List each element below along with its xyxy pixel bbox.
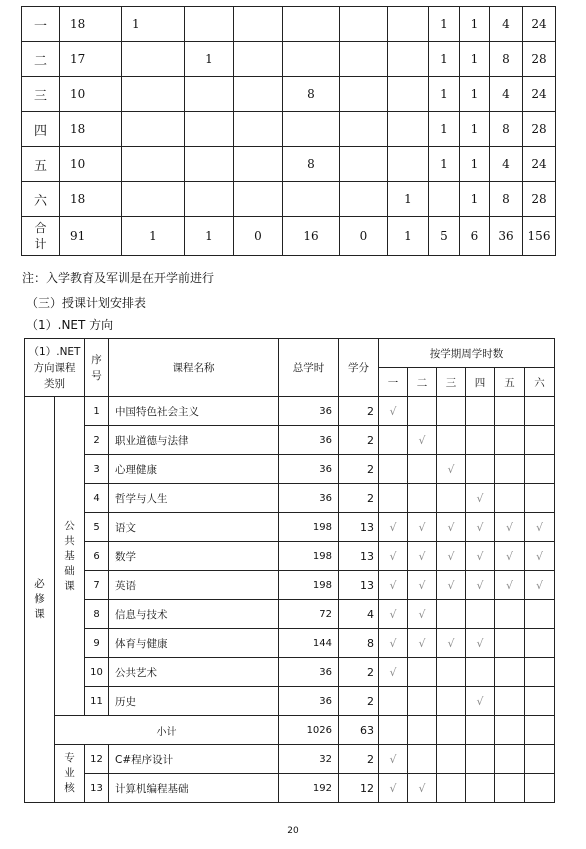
summary-cell: 1 [429, 42, 460, 77]
course-hours: 32 [279, 745, 339, 774]
summary-cell [234, 147, 283, 182]
term-check-cell [525, 600, 555, 629]
summary-cell: 1 [388, 182, 429, 217]
term-check-cell [379, 484, 408, 513]
course-credits: 2 [339, 687, 379, 716]
course-name: 职业道德与法律 [109, 426, 279, 455]
term-cell: 四 [22, 112, 60, 147]
summary-cell: 1 [429, 77, 460, 112]
course-name: 哲学与人生 [109, 484, 279, 513]
course-no: 13 [85, 774, 109, 803]
subsection-title: （1）.NET 方向 [26, 318, 114, 332]
term-check-cell [408, 658, 437, 687]
course-no: 9 [85, 629, 109, 658]
course-row [25, 629, 555, 658]
summary-cell [340, 112, 388, 147]
course-name: 心理健康 [109, 455, 279, 484]
summary-cell: 10 [60, 147, 122, 182]
summary-cell [185, 182, 234, 217]
course-no: 3 [85, 455, 109, 484]
course-credits: 2 [339, 484, 379, 513]
summary-row [22, 147, 556, 182]
summary-cell [122, 77, 185, 112]
summary-cell: 4 [490, 77, 523, 112]
term-header: 五 [495, 368, 525, 397]
term-check-cell: √ [495, 513, 525, 542]
summary-cell: 1 [185, 42, 234, 77]
course-no: 12 [85, 745, 109, 774]
term-check-cell: √ [466, 542, 495, 571]
summary-cell [185, 147, 234, 182]
term-check-cell [495, 687, 525, 716]
summary-cell [122, 147, 185, 182]
course-row [25, 513, 555, 542]
term-check-cell [525, 455, 555, 484]
summary-cell [283, 7, 340, 42]
term-check-cell [495, 745, 525, 774]
term-header: 一 [379, 368, 408, 397]
summary-cell [234, 77, 283, 112]
summary-cell: 24 [523, 147, 556, 182]
course-row [25, 455, 555, 484]
total-cell: 5 [429, 217, 460, 256]
term-cell: 六 [22, 182, 60, 217]
term-check-cell: √ [408, 774, 437, 803]
term-check-cell: √ [379, 571, 408, 600]
term-check-cell: √ [408, 542, 437, 571]
term-check-cell [495, 600, 525, 629]
term-check-cell [466, 600, 495, 629]
term-header: 三 [437, 368, 466, 397]
term-check-cell: √ [379, 658, 408, 687]
empty-cell [466, 716, 495, 745]
term-check-cell [495, 426, 525, 455]
term-check-cell [495, 455, 525, 484]
course-row [25, 687, 555, 716]
summary-cell: 28 [523, 182, 556, 217]
public-basic-label: 公 共 基 础 课 [55, 397, 85, 716]
total-label: 合 计 [22, 217, 60, 256]
total-hours-header: 总学时 [279, 339, 339, 397]
summary-cell: 1 [460, 147, 490, 182]
summary-cell: 8 [490, 112, 523, 147]
subtotal-hours: 1026 [279, 716, 339, 745]
subtotal-label: 小计 [55, 716, 279, 745]
course-no: 10 [85, 658, 109, 687]
term-check-cell: √ [466, 513, 495, 542]
summary-cell [185, 112, 234, 147]
course-hours: 36 [279, 658, 339, 687]
summary-cell: 1 [460, 42, 490, 77]
summary-row [22, 112, 556, 147]
summary-cell [185, 77, 234, 112]
course-name: 计算机编程基础 [109, 774, 279, 803]
course-name: 中国特色社会主义 [109, 397, 279, 426]
course-hours: 72 [279, 600, 339, 629]
summary-cell [340, 42, 388, 77]
course-name: 历史 [109, 687, 279, 716]
course-name: 公共艺术 [109, 658, 279, 687]
section-title: （三）授课计划安排表 [26, 296, 147, 310]
term-check-cell [408, 745, 437, 774]
total-cell: 16 [283, 217, 340, 256]
summary-cell: 4 [490, 147, 523, 182]
summary-cell [388, 112, 429, 147]
term-check-cell [437, 397, 466, 426]
total-cell: 91 [60, 217, 122, 256]
summary-cell [388, 7, 429, 42]
term-check-cell [437, 600, 466, 629]
course-hours: 144 [279, 629, 339, 658]
term-header: 四 [466, 368, 495, 397]
course-hours: 192 [279, 774, 339, 803]
course-credits: 13 [339, 513, 379, 542]
summary-cell: 8 [283, 147, 340, 182]
term-check-cell [466, 426, 495, 455]
term-check-cell [495, 629, 525, 658]
course-credits: 2 [339, 426, 379, 455]
course-name-header: 课程名称 [109, 339, 279, 397]
course-row [25, 745, 555, 774]
summary-cell: 1 [122, 7, 185, 42]
summary-cell [234, 182, 283, 217]
term-check-cell [495, 484, 525, 513]
term-check-cell [466, 397, 495, 426]
summary-cell [185, 7, 234, 42]
weekly-hours-header: 按学期周学时数 [379, 339, 555, 368]
course-no: 5 [85, 513, 109, 542]
term-check-cell: √ [495, 571, 525, 600]
course-credits: 8 [339, 629, 379, 658]
summary-total-row [22, 217, 556, 256]
course-credits: 2 [339, 397, 379, 426]
course-credits: 12 [339, 774, 379, 803]
term-check-cell: √ [437, 629, 466, 658]
course-no: 6 [85, 542, 109, 571]
summary-cell [122, 112, 185, 147]
summary-table [21, 6, 556, 256]
term-check-cell [466, 455, 495, 484]
course-credits: 13 [339, 542, 379, 571]
summary-cell: 8 [490, 182, 523, 217]
course-hours: 36 [279, 426, 339, 455]
summary-cell: 8 [490, 42, 523, 77]
summary-cell [340, 77, 388, 112]
course-no: 7 [85, 571, 109, 600]
summary-cell [429, 182, 460, 217]
course-no: 4 [85, 484, 109, 513]
term-check-cell: √ [379, 629, 408, 658]
summary-cell: 10 [60, 77, 122, 112]
term-check-cell: √ [495, 542, 525, 571]
summary-cell: 4 [490, 7, 523, 42]
course-hours: 198 [279, 513, 339, 542]
term-check-cell: √ [525, 542, 555, 571]
summary-cell: 8 [283, 77, 340, 112]
term-check-cell: √ [466, 687, 495, 716]
summary-cell: 1 [460, 77, 490, 112]
course-name: 体育与健康 [109, 629, 279, 658]
summary-row [22, 7, 556, 42]
summary-cell [388, 77, 429, 112]
term-check-cell: √ [525, 513, 555, 542]
total-cell: 1 [185, 217, 234, 256]
summary-cell: 28 [523, 42, 556, 77]
term-check-cell: √ [466, 571, 495, 600]
summary-cell [283, 182, 340, 217]
subtotal-credits: 63 [339, 716, 379, 745]
term-check-cell [437, 658, 466, 687]
total-cell: 36 [490, 217, 523, 256]
term-check-cell [408, 455, 437, 484]
subtotal-row [25, 716, 555, 745]
summary-cell: 1 [429, 7, 460, 42]
course-credits: 13 [339, 571, 379, 600]
summary-cell: 1 [460, 7, 490, 42]
empty-cell [525, 716, 555, 745]
term-check-cell: √ [437, 513, 466, 542]
summary-cell [340, 7, 388, 42]
term-check-cell: √ [379, 600, 408, 629]
summary-cell: 18 [60, 182, 122, 217]
credits-header: 学分 [339, 339, 379, 397]
course-row [25, 397, 555, 426]
term-check-cell: √ [466, 629, 495, 658]
total-cell: 156 [523, 217, 556, 256]
term-check-cell: √ [408, 571, 437, 600]
term-check-cell: √ [408, 426, 437, 455]
total-cell: 0 [340, 217, 388, 256]
term-check-cell [466, 774, 495, 803]
course-name: 信息与技术 [109, 600, 279, 629]
term-check-cell: √ [379, 397, 408, 426]
course-row [25, 600, 555, 629]
summary-cell [388, 147, 429, 182]
term-check-cell [379, 687, 408, 716]
summary-cell [283, 42, 340, 77]
term-check-cell [525, 397, 555, 426]
empty-cell [379, 716, 408, 745]
term-check-cell [437, 484, 466, 513]
course-row [25, 658, 555, 687]
course-schedule-table [24, 338, 555, 803]
course-row [25, 542, 555, 571]
term-check-cell [525, 687, 555, 716]
course-row [25, 426, 555, 455]
term-header: 六 [525, 368, 555, 397]
summary-cell: 24 [523, 7, 556, 42]
summary-row [22, 42, 556, 77]
term-check-cell: √ [525, 571, 555, 600]
course-no: 8 [85, 600, 109, 629]
term-check-cell: √ [379, 774, 408, 803]
summary-cell [234, 7, 283, 42]
total-cell: 6 [460, 217, 490, 256]
course-hours: 198 [279, 542, 339, 571]
empty-cell [495, 716, 525, 745]
summary-cell [234, 42, 283, 77]
summary-cell: 17 [60, 42, 122, 77]
term-check-cell [525, 658, 555, 687]
total-cell: 0 [234, 217, 283, 256]
term-check-cell [525, 774, 555, 803]
course-hours: 36 [279, 484, 339, 513]
summary-cell [234, 112, 283, 147]
summary-row [22, 77, 556, 112]
course-hours: 36 [279, 455, 339, 484]
term-check-cell: √ [437, 542, 466, 571]
summary-cell: 1 [460, 112, 490, 147]
term-check-cell: √ [379, 513, 408, 542]
term-cell: 一 [22, 7, 60, 42]
course-credits: 2 [339, 658, 379, 687]
term-check-cell [437, 745, 466, 774]
note-text: 注：入学教育及军训是在开学前进行 [22, 271, 215, 285]
term-check-cell [466, 658, 495, 687]
term-check-cell: √ [408, 629, 437, 658]
term-check-cell [525, 426, 555, 455]
term-cell: 三 [22, 77, 60, 112]
term-check-cell [525, 484, 555, 513]
term-check-cell: √ [379, 542, 408, 571]
summary-cell: 18 [60, 112, 122, 147]
course-no: 11 [85, 687, 109, 716]
term-check-cell: √ [408, 513, 437, 542]
summary-cell [283, 112, 340, 147]
summary-cell: 24 [523, 77, 556, 112]
term-check-cell [495, 397, 525, 426]
summary-row [22, 182, 556, 217]
term-check-cell [379, 426, 408, 455]
term-header: 二 [408, 368, 437, 397]
term-check-cell [408, 397, 437, 426]
course-name: C#程序设计 [109, 745, 279, 774]
major-core-label: 专 业 核 [55, 745, 85, 803]
term-check-cell [408, 687, 437, 716]
term-check-cell: √ [437, 571, 466, 600]
empty-cell [408, 716, 437, 745]
term-check-cell [437, 687, 466, 716]
summary-cell: 1 [429, 112, 460, 147]
term-check-cell: √ [437, 455, 466, 484]
term-check-cell [437, 426, 466, 455]
total-cell: 1 [122, 217, 185, 256]
course-name: 数学 [109, 542, 279, 571]
summary-cell [340, 147, 388, 182]
summary-cell: 1 [429, 147, 460, 182]
page-number: 20 [287, 826, 299, 836]
term-check-cell: √ [466, 484, 495, 513]
required-course-label: 必 修 课 [25, 397, 55, 803]
course-row [25, 774, 555, 803]
term-cell: 五 [22, 147, 60, 182]
summary-cell [122, 42, 185, 77]
term-check-cell [379, 455, 408, 484]
term-check-cell: √ [408, 600, 437, 629]
course-no: 2 [85, 426, 109, 455]
course-name: 语文 [109, 513, 279, 542]
empty-cell [437, 716, 466, 745]
term-check-cell [525, 629, 555, 658]
summary-cell [388, 42, 429, 77]
course-hours: 36 [279, 687, 339, 716]
term-check-cell [495, 658, 525, 687]
term-check-cell [466, 745, 495, 774]
course-row [25, 571, 555, 600]
term-check-cell [495, 774, 525, 803]
term-check-cell [408, 484, 437, 513]
course-credits: 2 [339, 745, 379, 774]
total-cell: 1 [388, 217, 429, 256]
course-row [25, 484, 555, 513]
course-credits: 4 [339, 600, 379, 629]
term-check-cell [437, 774, 466, 803]
summary-cell [340, 182, 388, 217]
course-name: 英语 [109, 571, 279, 600]
category-header: （1）.NET 方向课程 类别 [25, 339, 85, 397]
summary-cell: 1 [460, 182, 490, 217]
seq-header: 序 号 [85, 339, 109, 397]
summary-cell: 18 [60, 7, 122, 42]
term-cell: 二 [22, 42, 60, 77]
course-hours: 36 [279, 397, 339, 426]
course-hours: 198 [279, 571, 339, 600]
term-check-cell: √ [379, 745, 408, 774]
course-no: 1 [85, 397, 109, 426]
term-check-cell [525, 745, 555, 774]
summary-cell [122, 182, 185, 217]
summary-cell: 28 [523, 112, 556, 147]
course-credits: 2 [339, 455, 379, 484]
